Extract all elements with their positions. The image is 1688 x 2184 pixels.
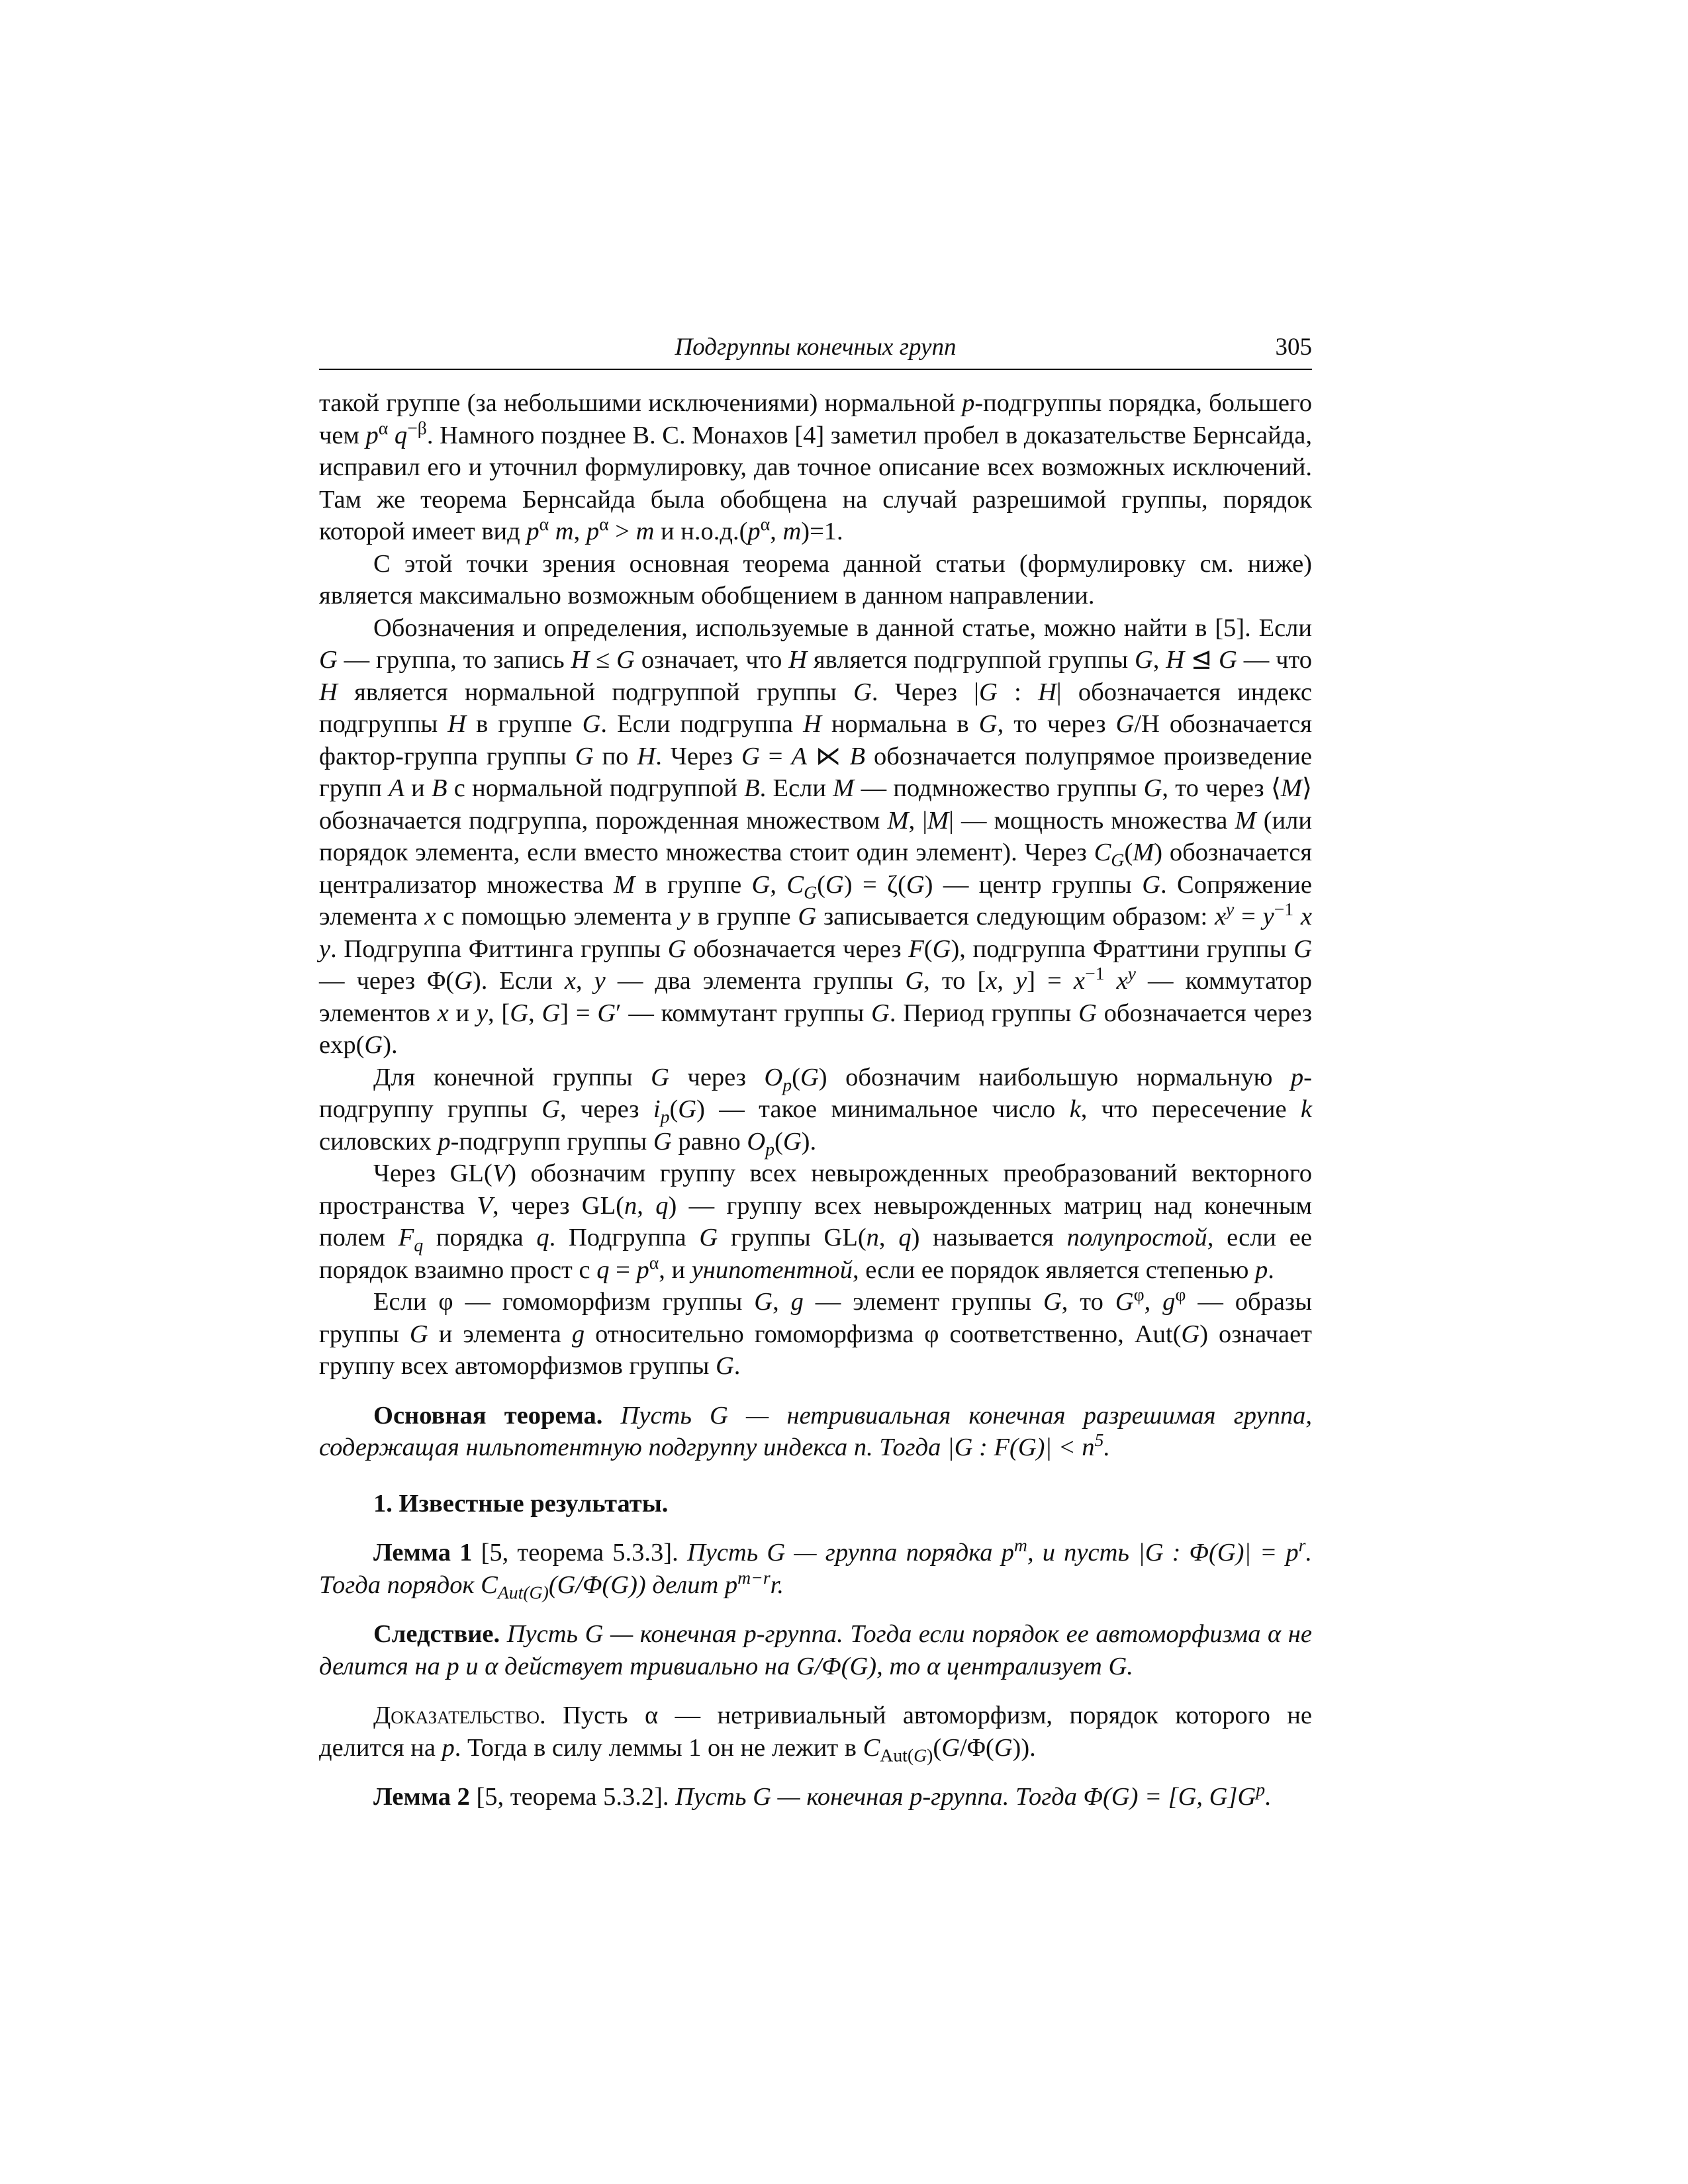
- section-heading-1: 1. Известные результаты.: [373, 1489, 669, 1518]
- lemma-2-label: Лемма 2: [373, 1783, 470, 1811]
- document-page: [319, 328, 1312, 1813]
- lemma-1-label: Лемма 1: [373, 1539, 473, 1567]
- running-title: Подгруппы конечных групп: [675, 334, 957, 361]
- main-theorem-label: Основная теорема.: [373, 1401, 603, 1430]
- paragraph-1: такой группе (за небольшими исключениями) нормальной p-подгруппы порядка, большего чем $p^\alpha$ $q^{-\beta}$. Намного позднее В. С. Монахов [4] заметил пробел в доказательстве Бернсайда, исправил его и уточнил формулировку, дав точное описание всех возможных исключений. Там же теорема Бернсайда была обобщена на случай разрешимой группы, порядок которой имеет вид $p^\alpha$ m, $p^\alpha > m$ и $н.о.д.(p^\alpha$, m)=1.: [319, 389, 1312, 545]
- lemma-2: [319, 1781, 1312, 1813]
- proof-label: Доказательство.: [373, 1702, 546, 1729]
- main-theorem: [319, 1400, 1312, 1464]
- paragraph-homomorphism: Если φ — гомоморфизм группы G, g — элемент группы G, то $G^\varphi$, $g^\varphi$ — образы группы G и элемента g относительно гомоморфизма φ соответственно, Aut(G) означает группу всех автоморфизмов группы G.: [319, 1284, 1313, 1380]
- lemma-1-text: Пусть G — группа порядка $p^m$, и пусть |G : $\Phi(G)| = p^r$. Тогда порядок $C_{Aut(G)}(G/\Phi(G))$ делит $p^{m-r}r$.: [319, 1535, 1313, 1603]
- lemma-2-text: Пусть G — конечная p-группа. Тогда Φ(G) = [G, $G]G^p$.: [675, 1779, 1272, 1811]
- lemma-1: [319, 1537, 1312, 1601]
- paragraph-op: Для конечной группы G через $O_p(G)$ обозначим наибольшую нормальную p-подгруппу группы G, через $i_p(G)$ — такое минимальное число k, что пересечение k силовских p-подгрупп группы G равно $O_p(G)$.: [319, 1063, 1313, 1160]
- corollary-text: Пусть G — конечная p-группа. Тогда если порядок ее автоморфизма α не делится на p и α действует тривиально на G/Φ(G), то α централизует G.: [319, 1620, 1312, 1680]
- paragraph-2: С этой точки зрения основная теорема данной статьи (формулировку см. ниже) является максимально возможным обобщением в данном направлении.: [319, 549, 1312, 610]
- paragraph-notation: Обозначения и определения, используемые в данной статье, можно найти в [5]. Если G — группа, то запись H ≤ G означает, что H является подгруппой группы G, H ⊴ G — что H является нормальной подгруппой группы G. Через |G : H| обозначается индекс подгруппы H в группе G. Если подгруппа H нормальна в G, то через G/H обозначается фактор-группа группы G по H. Через G = A ⋉ B обозначается полупрямое произведение групп A и B с нормальной подгруппой B. Если M — подмножество группы G, то через ⟨M⟩ обозначается подгруппа, порожденная множеством M, |M| — мощность множества M (или порядок элемента, если вместо множества стоит один элемент). Через $C_G(M)$ обозначается централизатор множества M в группе G, $C_G(G) = \zeta(G)$ — центр группы G. Сопряжение элемента x с помощью элемента y в группе G записывается следующим образом: $x^y = y^{-1}$ x y. Подгруппа Фиттинга группы G обозначается через F(G), подгруппа Фраттини группы G — через Φ(G). Если x, y — два элемента группы G, то [x, $y] = x^{-1}$ $x^y$ — коммутатор элементов x и y, [G, G] = G′ — коммутант группы G. Период группы G обозначается через exp(G).: [319, 614, 1313, 1059]
- body-text: [319, 387, 1312, 1813]
- paragraph-glv: Через GL(V) обозначим группу всех невырожденных преобразований векторного пространства V, через GL(n, q) — группу всех невырожденных матриц над конечным полем $F_q$ порядка q. Подгруппа G группы GL(n, q) называется полупростой, если ее порядок взаимно прост с $q = p^\alpha$, и унипотентной, если ее порядок является степенью p.: [319, 1160, 1313, 1284]
- page-header: [319, 328, 1312, 370]
- corollary: [319, 1618, 1312, 1682]
- main-theorem-text: Пусть G — нетривиальная конечная разрешимая группа, содержащая нильпотентную подгруппу индекса n. Тогда |G : $F(G)| < n^5$.: [319, 1401, 1312, 1461]
- corollary-label: Следствие.: [373, 1620, 500, 1648]
- page-number: 305: [1275, 334, 1312, 361]
- lemma-1-ref: [5, теорема 5.3.3].: [481, 1539, 679, 1567]
- proof-text: Пусть α — нетривиальный автоморфизм, порядок которого не делится на p. Тогда в силу леммы 1 он не лежит в $C_{Aut(G)}(G/\Phi(G))$.: [319, 1702, 1313, 1766]
- proof: [319, 1700, 1312, 1764]
- lemma-2-ref: [5, теорема 5.3.2].: [476, 1783, 669, 1811]
